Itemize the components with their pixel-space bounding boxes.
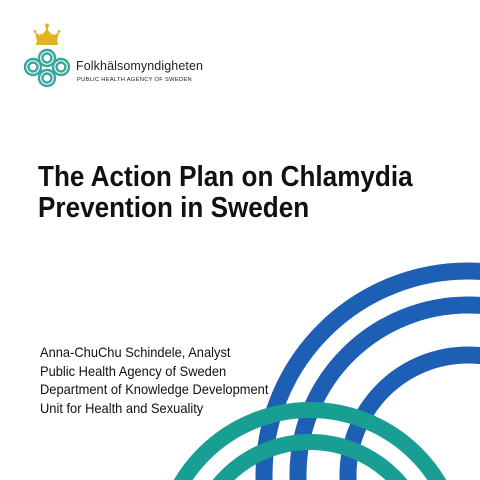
agency-subtitle: PUBLIC HEALTH AGENCY OF SWEDEN: [77, 77, 192, 83]
teal-arc-inner: [192, 442, 428, 480]
slide-title: [38, 162, 413, 224]
agency-name: Folkhälsomyndigheten: [76, 59, 204, 73]
agency-logo: [22, 22, 212, 102]
presenter-department: Department of Knowledge Development: [40, 381, 269, 397]
crown-emblem-icon: [22, 22, 74, 92]
presenter-agency: Public Health Agency of Sweden: [40, 362, 227, 379]
slide-title-line-1: The Action Plan on Chlamydia: [38, 161, 413, 193]
presenter-unit: Unit for Health and Sexuality: [40, 399, 204, 416]
slide-title-line-2: Prevention in Sweden: [38, 192, 310, 224]
presenter-info: [40, 343, 268, 417]
presenter-name: Anna-ChuChu Schindele, Analyst: [40, 344, 231, 360]
